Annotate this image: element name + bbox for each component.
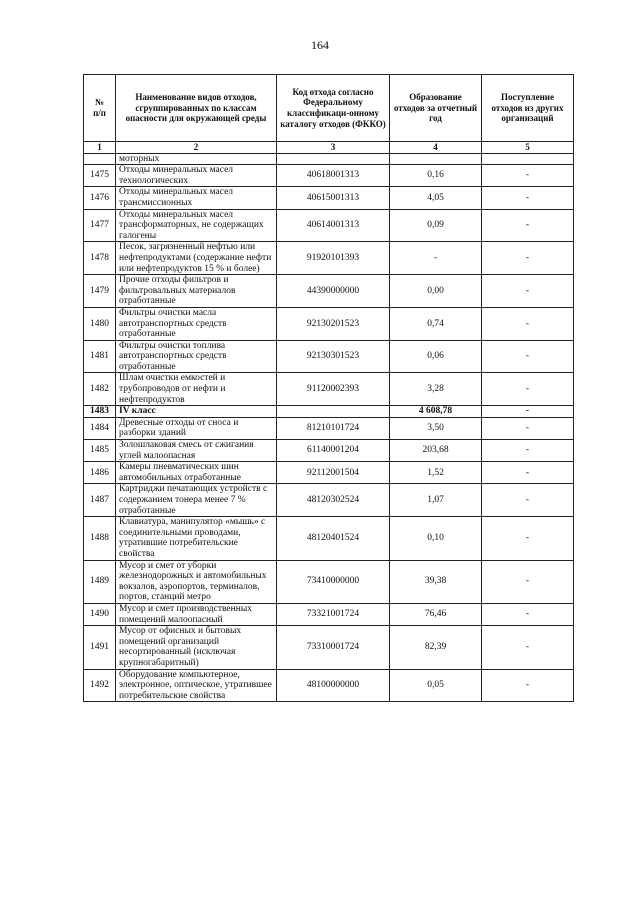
table-row (84, 340, 574, 373)
received-amount: - (482, 275, 574, 308)
fkko-code: 61140001204 (277, 440, 390, 462)
received-amount: - (482, 462, 574, 484)
generated-amount: 203,68 (390, 440, 482, 462)
fkko-code: 44390000000 (277, 275, 390, 308)
waste-name: Золошлаковая смесь от сжигания углей малоопасная (116, 440, 277, 462)
waste-name: моторных (116, 153, 277, 165)
received-amount: - (482, 340, 574, 373)
row-number: 1479 (84, 275, 116, 308)
received-amount: - (482, 669, 574, 702)
row-number: 1483 (84, 406, 116, 418)
header-name: Наименование видов отходов, сгруппированных по классам опасности для окружающей среды (116, 75, 277, 142)
row-number: 1492 (84, 669, 116, 702)
row-number: 1489 (84, 560, 116, 603)
table-row (84, 153, 574, 165)
generated-amount (390, 153, 482, 165)
fkko-code (277, 406, 390, 418)
generated-amount: 0,16 (390, 165, 482, 187)
table-row (84, 275, 574, 308)
header-num-text: № п/п (93, 97, 106, 118)
received-amount: - (482, 187, 574, 209)
table-row (84, 517, 574, 560)
received-amount: - (482, 626, 574, 669)
waste-name: Отходы минеральных масел трансмиссионных (116, 187, 277, 209)
received-amount: - (482, 165, 574, 187)
generated-amount: 0,05 (390, 669, 482, 702)
table-body (84, 153, 574, 702)
waste-name: Мусор и смет от уборки железнодорожных и автомобильных вокзалов, аэропортов, терминалов, портов, станций метро (116, 560, 277, 603)
generated-amount: 4 608,78 (390, 406, 482, 418)
waste-name: Мусор от офисных и бытовых помещений организаций несортированный (исключая крупногабаритный) (116, 626, 277, 669)
waste-name: IV класс (116, 406, 277, 418)
table-row (84, 462, 574, 484)
fkko-code: 91920101393 (277, 242, 390, 275)
generated-amount: 82,39 (390, 626, 482, 669)
waste-name: Фильтры очистки топлива автотранспортных средств отработанные (116, 340, 277, 373)
fkko-code: 81210101724 (277, 417, 390, 439)
generated-amount: 76,46 (390, 603, 482, 625)
fkko-code: 73410000000 (277, 560, 390, 603)
waste-name: Древесные отходы от сноса и разборки зданий (116, 417, 277, 439)
row-number: 1488 (84, 517, 116, 560)
header-code: Код отхода согласно Федеральному классификаци-онному каталогу отходов (ФККО) (277, 75, 390, 142)
row-number: 1486 (84, 462, 116, 484)
generated-amount: 0,10 (390, 517, 482, 560)
generated-amount: 1,07 (390, 484, 482, 517)
column-number: 3 (277, 142, 390, 154)
header-received: Поступление отходов из других организаций (482, 75, 574, 142)
row-number: 1481 (84, 340, 116, 373)
received-amount: - (482, 406, 574, 418)
fkko-code: 40614001313 (277, 209, 390, 242)
table-row (84, 187, 574, 209)
table-row (84, 373, 574, 406)
generated-amount: 39,38 (390, 560, 482, 603)
received-amount: - (482, 373, 574, 406)
row-number: 1476 (84, 187, 116, 209)
received-amount: - (482, 603, 574, 625)
received-amount: - (482, 307, 574, 340)
row-number: 1487 (84, 484, 116, 517)
table-row (84, 440, 574, 462)
waste-name: Прочие отходы фильтров и фильтровальных материалов отработанные (116, 275, 277, 308)
column-number: 4 (390, 142, 482, 154)
received-amount (482, 153, 574, 165)
table-row (84, 307, 574, 340)
waste-name: Оборудование компьютерное, электронное, оптическое, утратившее потребительские свойства (116, 669, 277, 702)
fkko-code: 73310001724 (277, 626, 390, 669)
row-number: 1480 (84, 307, 116, 340)
table-row (84, 165, 574, 187)
received-amount: - (482, 440, 574, 462)
row-number: 1477 (84, 209, 116, 242)
table-row (84, 242, 574, 275)
received-amount: - (482, 417, 574, 439)
received-amount: - (482, 242, 574, 275)
waste-name: Шлам очистки емкостей и трубопроводов от нефти и нефтепродуктов (116, 373, 277, 406)
row-number: 1491 (84, 626, 116, 669)
waste-name: Отходы минеральных масел трансформаторных, не содержащих галогены (116, 209, 277, 242)
table-row (84, 417, 574, 439)
fkko-code: 48120401524 (277, 517, 390, 560)
fkko-code: 40618001313 (277, 165, 390, 187)
fkko-code: 92130201523 (277, 307, 390, 340)
received-amount: - (482, 517, 574, 560)
table-row (84, 603, 574, 625)
generated-amount: 3,28 (390, 373, 482, 406)
generated-amount: 0,74 (390, 307, 482, 340)
fkko-code: 91120002393 (277, 373, 390, 406)
table-row (84, 560, 574, 603)
waste-name: Мусор и смет производственных помещений малоопасный (116, 603, 277, 625)
page-number: 164 (311, 38, 329, 52)
row-number: 1475 (84, 165, 116, 187)
generated-amount: 0,09 (390, 209, 482, 242)
waste-name: Фильтры очистки масла автотранспортных средств отработанные (116, 307, 277, 340)
waste-name: Камеры пневматических шин автомобильных отработанные (116, 462, 277, 484)
row-number: 1482 (84, 373, 116, 406)
column-number: 5 (482, 142, 574, 154)
fkko-code: 92130301523 (277, 340, 390, 373)
fkko-code: 73321001724 (277, 603, 390, 625)
waste-name: Клавиатура, манипулятор «мышь» с соединительными проводами, утратившие потребительские свойства (116, 517, 277, 560)
row-number: 1490 (84, 603, 116, 625)
table-row (84, 626, 574, 669)
header-generated: Образование отходов за отчетный год (390, 75, 482, 142)
waste-name: Песок, загрязненный нефтью или нефтепродуктами (содержание нефти или нефтепродуктов 15 % и более) (116, 242, 277, 275)
row-number: 1485 (84, 440, 116, 462)
received-amount: - (482, 560, 574, 603)
fkko-code (277, 153, 390, 165)
received-amount: - (482, 484, 574, 517)
row-number: 1478 (84, 242, 116, 275)
header-num (84, 75, 116, 142)
generated-amount: 0,06 (390, 340, 482, 373)
waste-name: Картриджи печатающих устройств с содержанием тонера менее 7 % отработанные (116, 484, 277, 517)
generated-amount: - (390, 242, 482, 275)
column-number-row (84, 142, 574, 154)
fkko-code: 40615001313 (277, 187, 390, 209)
generated-amount: 3,50 (390, 417, 482, 439)
generated-amount: 1,52 (390, 462, 482, 484)
received-amount: - (482, 209, 574, 242)
generated-amount: 4,05 (390, 187, 482, 209)
fkko-code: 92112001504 (277, 462, 390, 484)
table-row (84, 406, 574, 418)
row-number (84, 153, 116, 165)
waste-name: Отходы минеральных масел технологических (116, 165, 277, 187)
column-number: 2 (116, 142, 277, 154)
table-row (84, 669, 574, 702)
table-row (84, 484, 574, 517)
waste-table (83, 74, 574, 702)
row-number: 1484 (84, 417, 116, 439)
table-row (84, 209, 574, 242)
fkko-code: 48120302524 (277, 484, 390, 517)
fkko-code: 48100000000 (277, 669, 390, 702)
generated-amount: 0,00 (390, 275, 482, 308)
column-number: 1 (84, 142, 116, 154)
table-header-row (84, 75, 574, 142)
